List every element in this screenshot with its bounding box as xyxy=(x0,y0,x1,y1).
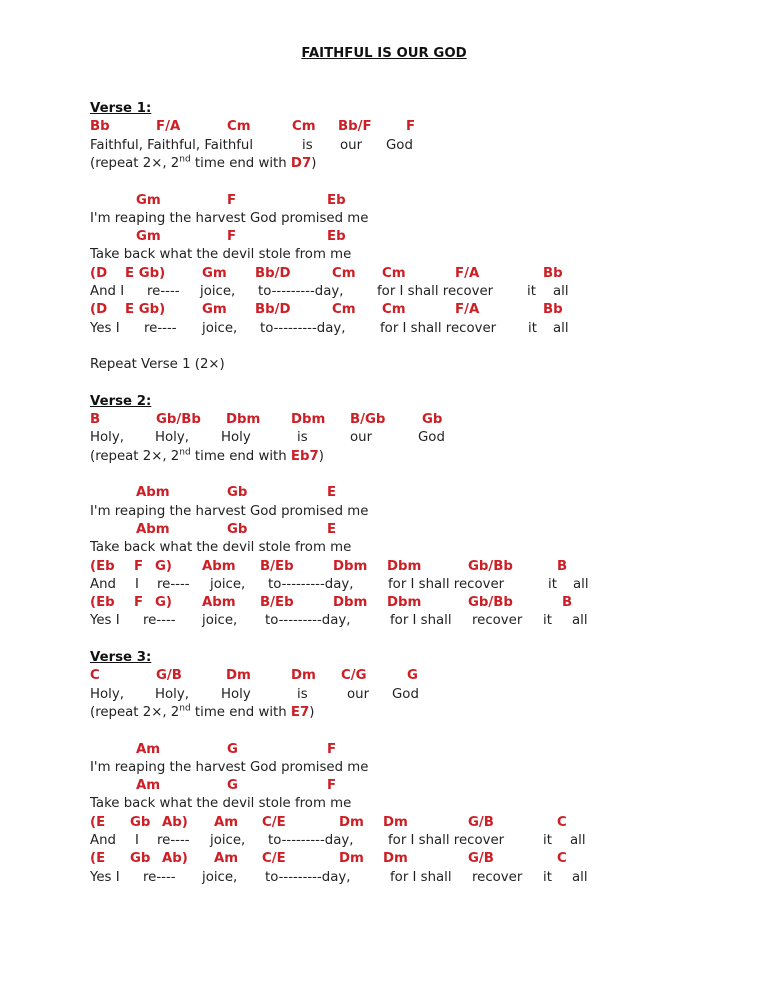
lyric-word: all xyxy=(572,613,588,629)
verse-heading: Verse 2: xyxy=(90,393,152,409)
repeat-chord: E7 xyxy=(290,704,310,720)
chord: (Eb xyxy=(90,558,115,574)
chord: C xyxy=(557,851,567,867)
repeat-instruction: Repeat Verse 1 (2×) xyxy=(90,357,225,373)
chord: C/G xyxy=(341,668,367,684)
lyric-word: I'm reaping the harvest God promised me xyxy=(90,759,369,775)
lyric-word: I xyxy=(135,833,139,848)
chords-line xyxy=(0,594,768,612)
lyric-word: to---------day, xyxy=(268,576,354,592)
chord: Dbm xyxy=(387,558,422,574)
chord: Dbm xyxy=(333,558,368,574)
lyric-word: Yes I xyxy=(90,869,120,885)
lyrics-line xyxy=(0,539,768,557)
lyric-word: for I shall recover xyxy=(388,833,505,848)
chord: Eb xyxy=(327,229,346,245)
chords-line xyxy=(0,777,768,795)
repeat-prefix: (repeat 2×, 2 xyxy=(90,704,180,720)
lyric-word: Yes I xyxy=(90,613,120,629)
lyric-word: Holy, xyxy=(90,430,124,446)
chord: Dm xyxy=(383,851,408,867)
chord: (E xyxy=(90,851,106,867)
chord: Gb/Bb xyxy=(468,558,513,574)
chords-line xyxy=(0,265,768,283)
chord: Cm xyxy=(382,302,406,318)
chord: F/A xyxy=(156,119,181,135)
lyric-word: God xyxy=(418,430,445,446)
lyrics-line xyxy=(0,759,768,777)
chord: E Gb) xyxy=(125,302,166,318)
repeat-mid: time end with xyxy=(190,704,291,720)
chord: Dbm xyxy=(226,412,261,428)
chord: C/E xyxy=(262,814,286,830)
lyric-word: I'm reaping the harvest God promised me xyxy=(90,210,369,226)
chord: E xyxy=(327,485,337,501)
chords-line xyxy=(0,521,768,539)
lyric-word: joice, xyxy=(202,613,238,629)
repeat-line xyxy=(0,704,768,722)
repeat-suffix: ) xyxy=(318,448,324,464)
chord: Ab) xyxy=(162,814,188,830)
lyric-word: to---------day, xyxy=(265,869,351,885)
lyric-word: joice, xyxy=(210,576,246,592)
lyric-word: all xyxy=(573,576,589,592)
lyric-word: Holy, xyxy=(155,430,189,446)
lyric-word: joice, xyxy=(200,284,236,299)
lyric-word: it xyxy=(527,284,536,299)
chord: Gb xyxy=(130,851,151,867)
chord: Abm xyxy=(136,521,170,537)
chord: (D xyxy=(90,265,108,281)
chord: Gb xyxy=(130,814,151,830)
chord: Dbm xyxy=(387,595,422,611)
lyric-word: re---- xyxy=(147,284,180,299)
chord: Gb xyxy=(227,521,248,537)
chords-line xyxy=(0,301,768,319)
lyric-word: God xyxy=(392,686,419,702)
chord: Gm xyxy=(136,192,161,208)
lyric-word: is xyxy=(297,430,308,446)
lyric-word: all xyxy=(553,284,569,299)
lyric-word: Holy xyxy=(221,430,251,446)
chord: E Gb) xyxy=(125,265,166,281)
lyric-word: for I shall recover xyxy=(388,576,505,592)
repeat-suffix: ) xyxy=(311,155,317,171)
heading-line xyxy=(0,649,768,667)
lyrics-line xyxy=(0,576,768,594)
chord: Cm xyxy=(332,302,356,318)
chord: Dm xyxy=(383,814,408,830)
song-title: FAITHFUL IS OUR GOD xyxy=(301,46,467,61)
chord: G/B xyxy=(468,851,494,867)
chord: Dbm xyxy=(333,595,368,611)
lyric-word: recover xyxy=(472,613,523,629)
lyric-word: for I shall xyxy=(390,869,452,885)
chord: B xyxy=(562,595,573,611)
chord: F xyxy=(227,192,237,208)
chords-line xyxy=(0,228,768,246)
chord: G xyxy=(227,741,238,757)
lyric-word: Yes I xyxy=(90,320,120,336)
chord: G) xyxy=(155,595,172,611)
repeat-sup: nd xyxy=(179,154,191,165)
repeat-sup: nd xyxy=(179,447,191,458)
chord: Abm xyxy=(136,485,170,501)
chord: Bb/D xyxy=(255,302,291,318)
repeat-note xyxy=(90,155,316,173)
lyric-word: Holy, xyxy=(90,686,124,702)
chord: B/Eb xyxy=(260,558,294,574)
lyric-word: re---- xyxy=(157,576,190,592)
lyric-word: for I shall recover xyxy=(380,320,497,336)
repeat-suffix: ) xyxy=(309,704,315,720)
chord: Ab) xyxy=(162,851,188,867)
lyric-word: recover xyxy=(472,869,523,885)
lyric-word: Holy, xyxy=(155,686,189,702)
chord: C xyxy=(90,668,100,684)
lyric-word: re---- xyxy=(157,833,190,848)
chord: Gm xyxy=(202,302,227,318)
lyric-word: for I shall xyxy=(390,613,452,629)
chord: Gb/Bb xyxy=(468,595,513,611)
repeat-mid: time end with xyxy=(190,155,291,171)
lyrics-line xyxy=(0,832,768,850)
text-line xyxy=(0,356,768,374)
chord: Bb xyxy=(90,119,110,135)
lyric-word: re---- xyxy=(143,613,176,629)
lyric-word: our xyxy=(350,430,373,446)
lyric-word: I'm reaping the harvest God promised me xyxy=(90,503,369,519)
chord: B xyxy=(90,412,101,428)
chord: Bb/F xyxy=(338,119,372,135)
lyric-word: And I xyxy=(90,284,125,299)
lyric-word: joice, xyxy=(202,320,238,336)
chords-line xyxy=(0,741,768,759)
chord: Cm xyxy=(227,119,251,135)
chord: Bb/D xyxy=(255,265,291,281)
chords-line xyxy=(0,850,768,868)
verse-heading: Verse 3: xyxy=(90,650,152,665)
chord: Am xyxy=(136,778,161,794)
lyric-word: for I shall recover xyxy=(377,284,494,299)
lyric-word: all xyxy=(570,833,586,848)
lyric-word: Take back what the devil stole from me xyxy=(90,796,352,812)
lyric-word: God xyxy=(386,137,413,153)
lyric-word: it xyxy=(543,833,552,848)
chord: F/A xyxy=(455,265,480,281)
lyrics-line xyxy=(0,869,768,887)
lyric-word: it xyxy=(543,869,552,885)
lyric-word: Faithful, Faithful, Faithful xyxy=(90,137,254,153)
chord: Abm xyxy=(202,558,236,574)
chord: F xyxy=(134,595,144,611)
lyrics-line xyxy=(0,612,768,630)
lyrics-line xyxy=(0,210,768,228)
repeat-line xyxy=(0,448,768,466)
lyric-word: it xyxy=(548,576,557,592)
chord: G/B xyxy=(156,668,182,684)
chord: Eb xyxy=(327,192,346,208)
repeat-chord: D7 xyxy=(290,155,312,171)
chords-line xyxy=(0,192,768,210)
lyric-word: to---------day, xyxy=(260,320,346,336)
chord: F xyxy=(227,229,237,245)
chords-line xyxy=(0,558,768,576)
chord: B/Eb xyxy=(260,595,294,611)
chord: Dm xyxy=(226,668,251,684)
chord: Dm xyxy=(291,668,316,684)
heading-line xyxy=(0,100,768,118)
chord: Dm xyxy=(339,851,364,867)
lyric-word: to---------day, xyxy=(265,613,351,629)
lyrics-line xyxy=(0,795,768,813)
chord: C xyxy=(557,814,567,830)
lyrics-line xyxy=(0,503,768,521)
chord: B xyxy=(557,558,568,574)
chords-line xyxy=(0,814,768,832)
lyrics-line xyxy=(0,429,768,447)
lyric-word: to---------day, xyxy=(258,284,344,299)
lyric-word: Holy xyxy=(221,686,251,702)
chord: (Eb xyxy=(90,595,115,611)
lyric-word: is xyxy=(297,686,308,702)
lyric-word: joice, xyxy=(202,869,238,885)
chord: Gb/Bb xyxy=(156,412,201,428)
chord: Gm xyxy=(136,229,161,245)
chords-line xyxy=(0,411,768,429)
repeat-chord: Eb7 xyxy=(290,448,319,464)
chord: Bb xyxy=(543,265,563,281)
repeat-sup: nd xyxy=(179,703,191,714)
chord: F/A xyxy=(455,302,480,318)
lyric-word: it xyxy=(528,320,537,336)
lyric-word: joice, xyxy=(210,833,246,848)
lyric-word: re---- xyxy=(143,869,176,885)
lyric-word: all xyxy=(553,320,569,336)
chord: Bb xyxy=(543,302,563,318)
chord: G xyxy=(407,668,418,684)
heading-line xyxy=(0,393,768,411)
chord: Am xyxy=(136,741,161,757)
lyrics-line xyxy=(0,686,768,704)
chord: E xyxy=(327,521,337,537)
lyric-word: our xyxy=(340,137,363,153)
lyric-word: And xyxy=(90,576,116,592)
repeat-note xyxy=(90,704,314,722)
chords-line xyxy=(0,484,768,502)
chord: Dm xyxy=(339,814,364,830)
lyric-word: Take back what the devil stole from me xyxy=(90,540,352,556)
chord: F xyxy=(134,558,144,574)
chord: Cm xyxy=(332,265,356,281)
lyrics-line xyxy=(0,283,768,301)
chord: (D xyxy=(90,302,108,318)
chord: G xyxy=(227,778,238,794)
lyric-word: is xyxy=(302,137,313,153)
chord: Gb xyxy=(422,412,443,428)
chord: B/Gb xyxy=(350,412,386,428)
chord: G/B xyxy=(468,814,494,830)
chord: Am xyxy=(214,814,239,830)
lyric-word: re---- xyxy=(144,320,177,336)
chord: Cm xyxy=(382,265,406,281)
chords-line xyxy=(0,118,768,136)
chord: F xyxy=(327,778,337,794)
lyric-word: to---------day, xyxy=(268,833,354,848)
lyric-word: our xyxy=(347,686,370,702)
repeat-mid: time end with xyxy=(190,448,291,464)
chord: G) xyxy=(155,558,172,574)
lyrics-line xyxy=(0,320,768,338)
lyrics-line xyxy=(0,137,768,155)
chord: Abm xyxy=(202,595,236,611)
chord: Cm xyxy=(292,119,316,135)
repeat-prefix: (repeat 2×, 2 xyxy=(90,155,180,171)
chord: Am xyxy=(214,851,239,867)
chord: F xyxy=(327,741,337,757)
lyric-word: Take back what the devil stole from me xyxy=(90,247,352,263)
chord: F xyxy=(406,119,416,135)
repeat-line xyxy=(0,155,768,173)
chord: Gm xyxy=(202,265,227,281)
repeat-note xyxy=(90,448,324,466)
chord: Gb xyxy=(227,485,248,501)
chords-line xyxy=(0,667,768,685)
lyric-word: it xyxy=(543,613,552,629)
verse-heading: Verse 1: xyxy=(90,101,152,116)
repeat-prefix: (repeat 2×, 2 xyxy=(90,448,180,464)
lyric-word: all xyxy=(572,869,588,885)
lyric-word: I xyxy=(135,576,139,592)
chord: (E xyxy=(90,814,106,830)
lyric-word: And xyxy=(90,833,116,848)
lyrics-line xyxy=(0,246,768,264)
chord: Dbm xyxy=(291,412,326,428)
chord: C/E xyxy=(262,851,286,867)
